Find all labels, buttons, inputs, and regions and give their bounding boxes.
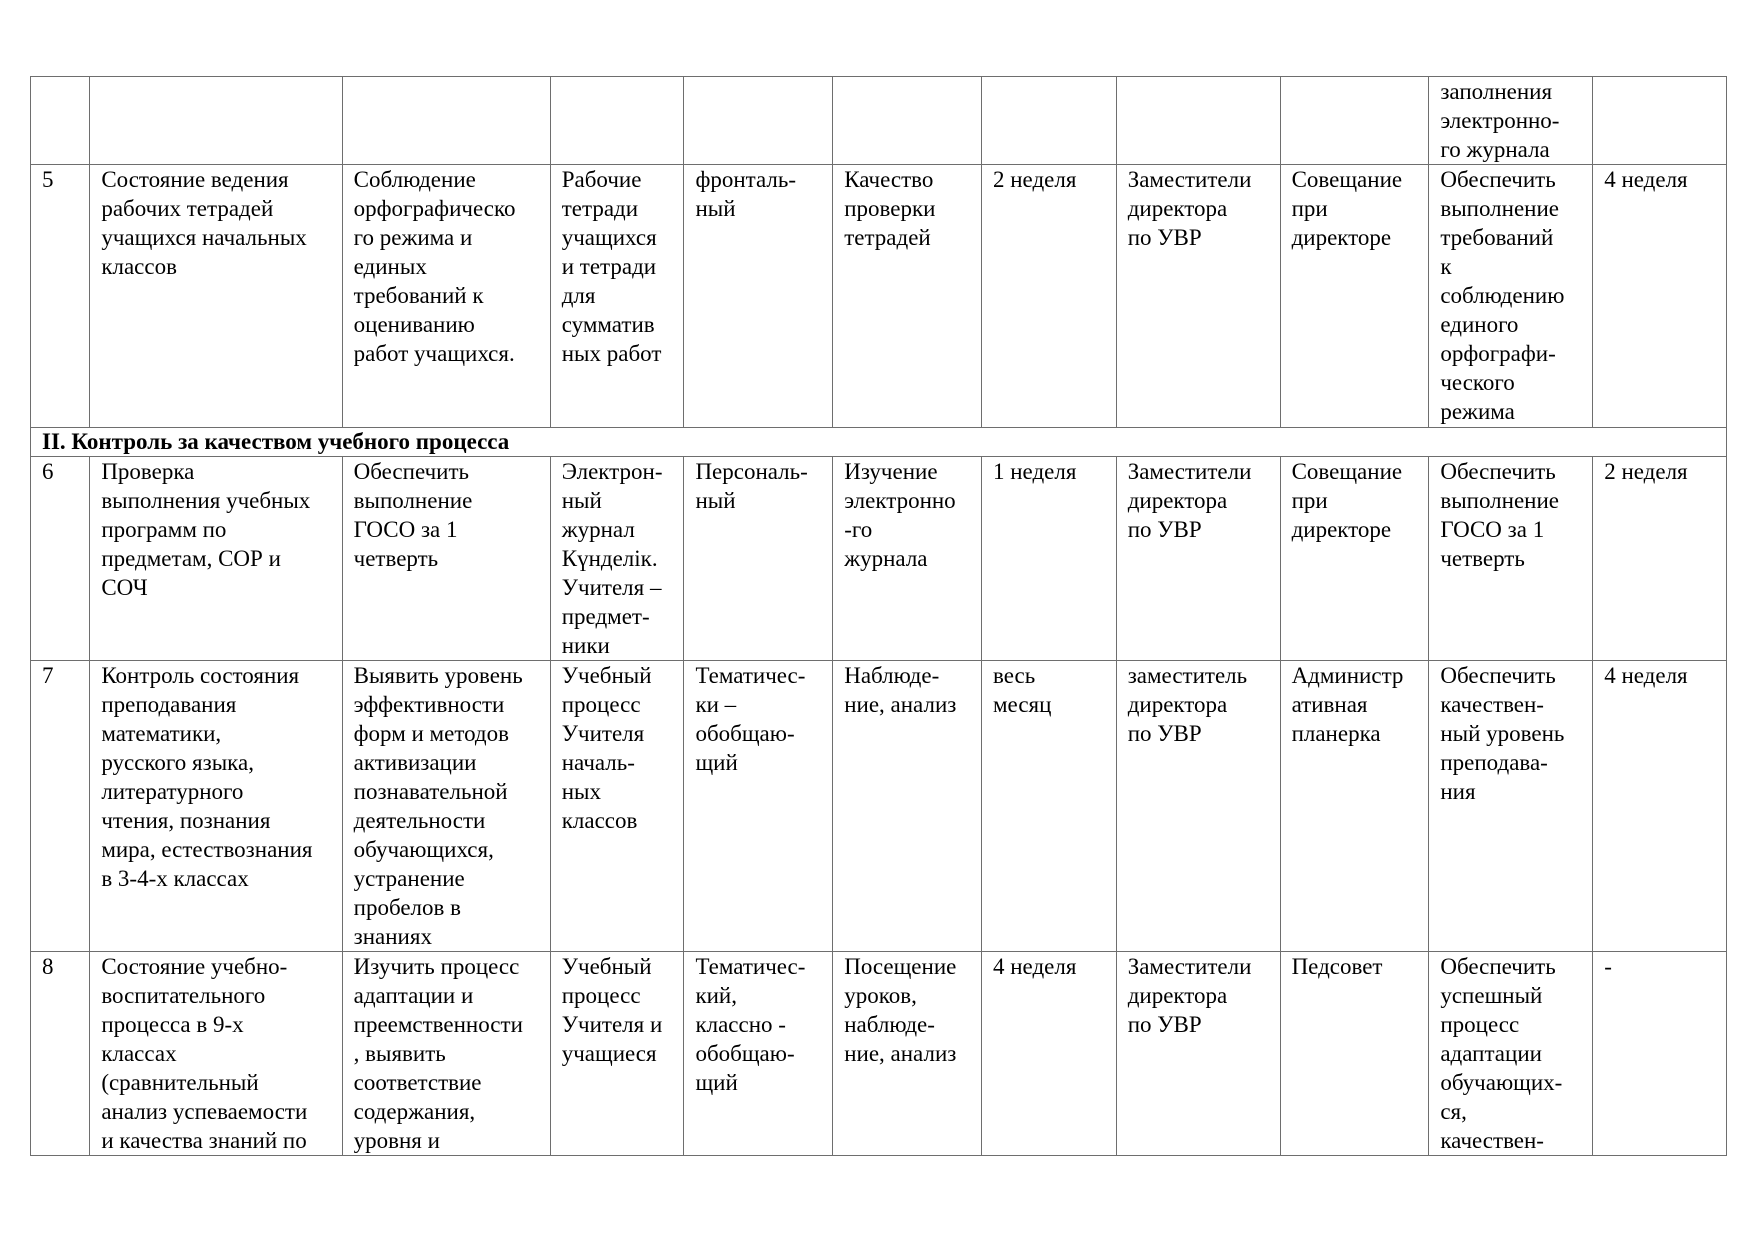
cell-type: Тематичес- ки – обобщаю- щий bbox=[684, 661, 833, 952]
cell-goal: Соблюдение орфографическо го режима и единых требований к оцениванию работ учащихся. bbox=[342, 165, 550, 428]
cell-object bbox=[550, 77, 684, 165]
cell-goal: Выявить уровень эффективности форм и методов активизации познавательной деятельности обучающихся, устранение пробелов в знаниях bbox=[342, 661, 550, 952]
cell-date bbox=[982, 77, 1117, 165]
cell-control bbox=[1593, 77, 1727, 165]
cell-review bbox=[1280, 77, 1429, 165]
table-row bbox=[31, 661, 1727, 952]
cell-method: Посещение уроков, наблюде- ние, анализ bbox=[833, 952, 982, 1156]
cell-date: 4 неделя bbox=[982, 952, 1117, 1156]
cell-topic: Проверка выполнения учебных программ по предметам, СОР и СОЧ bbox=[90, 457, 342, 661]
cell-control: 4 неделя bbox=[1593, 165, 1727, 428]
cell-result: Обеспечить успешный процесс адаптации обучающих- ся, качествен- bbox=[1429, 952, 1593, 1156]
table-row bbox=[31, 952, 1727, 1156]
cell-type: Персональ- ный bbox=[684, 457, 833, 661]
cell-control: 2 неделя bbox=[1593, 457, 1727, 661]
cell-object: Электрон- ный журнал Күнделік. Учителя – предмет- ники bbox=[550, 457, 684, 661]
cell-responsible: Заместители директора по УВР bbox=[1116, 457, 1280, 661]
cell-result: Обеспечить качествен- ный уровень преподава- ния bbox=[1429, 661, 1593, 952]
cell-type bbox=[684, 77, 833, 165]
cell-method: Наблюде- ние, анализ bbox=[833, 661, 982, 952]
cell-result: заполнения электронно- го журнала bbox=[1429, 77, 1593, 165]
cell-control: 4 неделя bbox=[1593, 661, 1727, 952]
cell-result: Обеспечить выполнение ГОСО за 1 четверть bbox=[1429, 457, 1593, 661]
cell-date: 2 неделя bbox=[982, 165, 1117, 428]
cell-responsible: Заместители директора по УВР bbox=[1116, 952, 1280, 1156]
cell-topic: Контроль состояния преподавания математики, русского языка, литературного чтения, познания мира, естествознания в 3-4-х классах bbox=[90, 661, 342, 952]
cell-responsible bbox=[1116, 77, 1280, 165]
cell-num: 5 bbox=[31, 165, 90, 428]
cell-responsible: заместитель директора по УВР bbox=[1116, 661, 1280, 952]
cell-num: 6 bbox=[31, 457, 90, 661]
cell-method: Качество проверки тетрадей bbox=[833, 165, 982, 428]
cell-goal: Изучить процесс адаптации и преемственности , выявить соответствие содержания, уровня и bbox=[342, 952, 550, 1156]
cell-date: весь месяц bbox=[982, 661, 1117, 952]
cell-goal: Обеспечить выполнение ГОСО за 1 четверть bbox=[342, 457, 550, 661]
cell-type: фронталь- ный bbox=[684, 165, 833, 428]
cell-date: 1 неделя bbox=[982, 457, 1117, 661]
cell-review: Совещание при директоре bbox=[1280, 165, 1429, 428]
section-heading: II. Контроль за качеством учебного процесса bbox=[31, 428, 1727, 457]
cell-control: - bbox=[1593, 952, 1727, 1156]
cell-method: Изучение электронно -го журнала bbox=[833, 457, 982, 661]
control-plan-table bbox=[30, 76, 1727, 1156]
cell-review: Педсовет bbox=[1280, 952, 1429, 1156]
table-row bbox=[31, 457, 1727, 661]
cell-object: Рабочие тетради учащихся и тетради для сумматив ных работ bbox=[550, 165, 684, 428]
cell-object: Учебный процесс Учителя и учащиеся bbox=[550, 952, 684, 1156]
cell-responsible: Заместители директора по УВР bbox=[1116, 165, 1280, 428]
cell-review: Совещание при директоре bbox=[1280, 457, 1429, 661]
cell-goal bbox=[342, 77, 550, 165]
cell-result: Обеспечить выполнение требований к соблюдению единого орфографи- ческого режима bbox=[1429, 165, 1593, 428]
cell-type: Тематичес- кий, классно - обобщаю- щий bbox=[684, 952, 833, 1156]
cell-topic bbox=[90, 77, 342, 165]
cell-method bbox=[833, 77, 982, 165]
cell-topic: Состояние ведения рабочих тетрадей учащихся начальных классов bbox=[90, 165, 342, 428]
cell-object: Учебный процесс Учителя началь- ных классов bbox=[550, 661, 684, 952]
cell-review: Администр ативная планерка bbox=[1280, 661, 1429, 952]
section-heading-row bbox=[31, 428, 1727, 457]
table-row-continued bbox=[31, 77, 1727, 165]
cell-num bbox=[31, 77, 90, 165]
cell-num: 7 bbox=[31, 661, 90, 952]
cell-num: 8 bbox=[31, 952, 90, 1156]
cell-topic: Состояние учебно- воспитательного процесса в 9-х классах (сравнительный анализ успеваемости и качества знаний по bbox=[90, 952, 342, 1156]
table-row bbox=[31, 165, 1727, 428]
